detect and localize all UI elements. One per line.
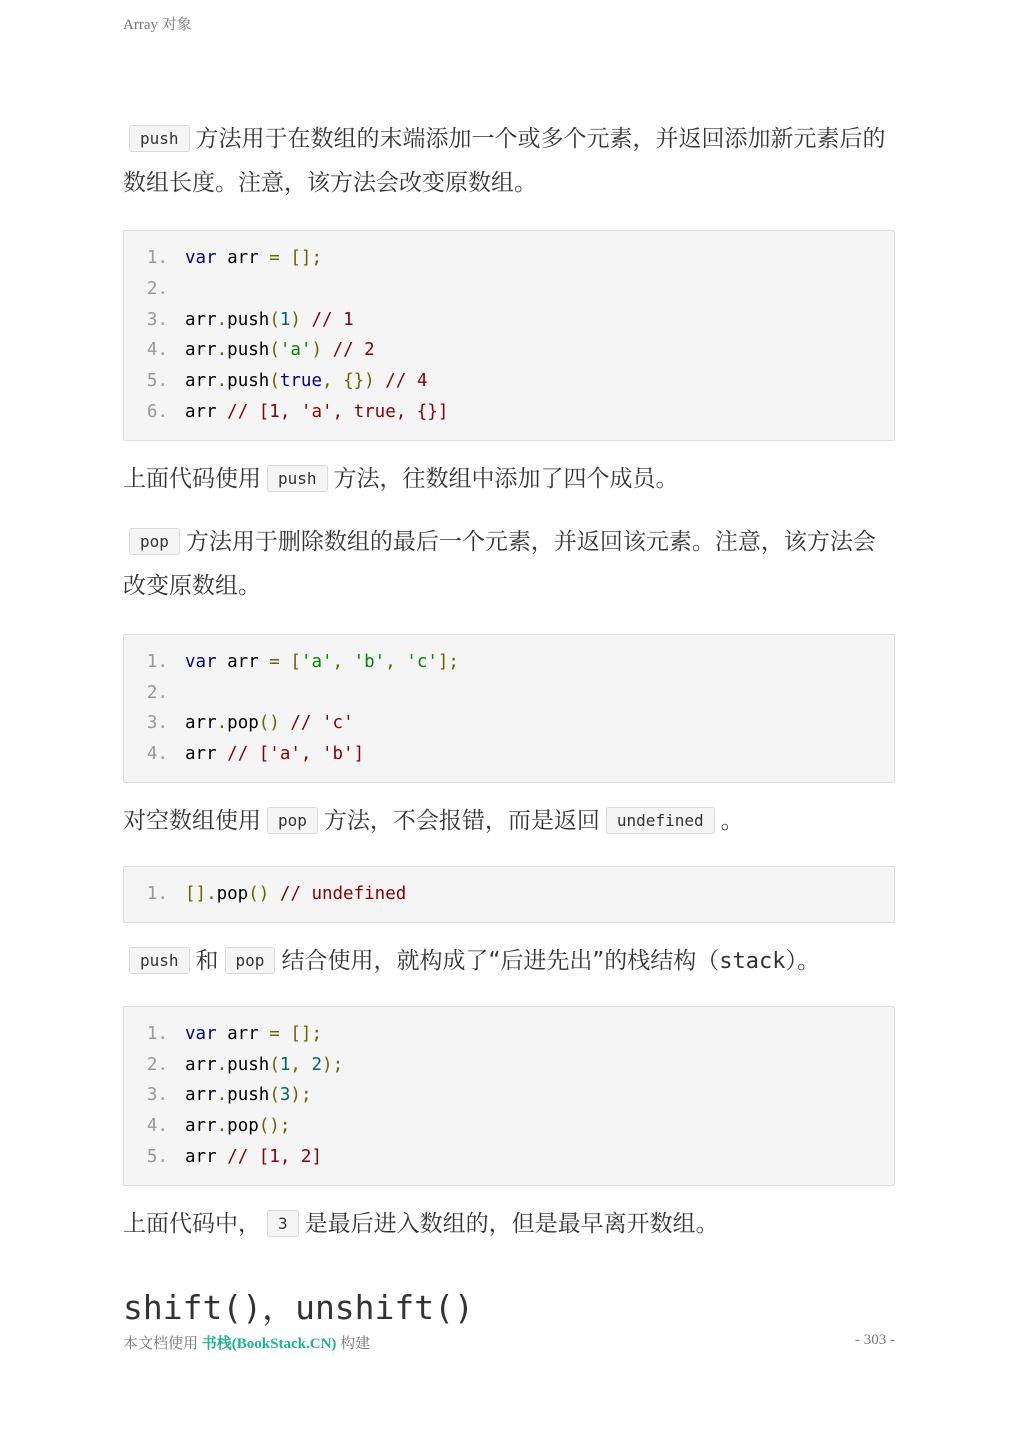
code-token: . — [216, 371, 228, 392]
page-number: - 303 - — [855, 1332, 895, 1348]
code-block-pop — [123, 634, 895, 783]
code-line — [124, 335, 894, 366]
code-token: ); — [290, 1085, 312, 1106]
inline-code: push — [129, 125, 190, 152]
line-number: 1. — [146, 883, 168, 904]
inline-code: pop — [225, 947, 276, 974]
inline-code: 3 — [267, 1210, 299, 1237]
code-block-push — [123, 230, 895, 441]
code-token: = [ — [269, 651, 301, 672]
code-token: . — [216, 1116, 228, 1137]
code-token: ( — [269, 371, 280, 392]
paragraph-stack-explanation: 上面代码中， 3 是最后进入数组的，但是最早离开数组。 — [123, 1210, 719, 1237]
code-token: , — [290, 1054, 312, 1075]
code-token: // 1 — [311, 309, 354, 330]
code-token: 'b' — [353, 651, 386, 672]
code-token: pop — [227, 713, 259, 734]
code-token: arr — [185, 1116, 217, 1137]
code-token: . — [216, 340, 228, 361]
code-token: true — [279, 371, 323, 392]
inline-code: push — [129, 947, 190, 974]
code-token: var — [185, 248, 217, 268]
code-token: push — [227, 1085, 270, 1106]
inline-code: pop — [129, 528, 180, 555]
code-token — [301, 310, 312, 330]
code-token: arr — [185, 309, 217, 330]
code-token: arr — [185, 371, 217, 392]
code-token: arr — [185, 1054, 217, 1075]
code-token: // ['a', 'b'] — [227, 744, 365, 765]
code-token: pop — [227, 1116, 259, 1137]
paragraph-stack: push 和 pop 结合使用，就构成了“后进先出”的栈结构（stack）。 — [123, 940, 895, 984]
code-token: . — [216, 1054, 228, 1075]
code-token: var — [185, 651, 217, 672]
code-token: pop — [216, 883, 249, 904]
code-token: , — [385, 651, 407, 672]
code-token: ( — [269, 1054, 280, 1075]
code-token: push — [227, 340, 270, 361]
line-number: 5. — [146, 371, 168, 392]
line-number: 5. — [146, 1146, 168, 1167]
code-token: ( — [269, 1085, 280, 1106]
code-line — [124, 1111, 894, 1142]
document-content — [123, 118, 895, 1329]
code-token: arr — [216, 248, 270, 268]
code-token: arr — [216, 1023, 270, 1044]
code-token: 'c' — [406, 651, 438, 672]
line-number: 2. — [146, 1054, 168, 1075]
page-header: Array 对象 — [123, 17, 192, 33]
code-line — [124, 1142, 894, 1173]
line-number: 1. — [146, 651, 168, 672]
code-token: ) — [311, 340, 323, 361]
code-line — [124, 397, 894, 428]
bookstack-link[interactable]: 书栈(BookStack.CN) — [201, 1336, 337, 1352]
inline-code: push — [267, 465, 328, 492]
code-token: () — [258, 713, 280, 734]
code-token: ( — [269, 340, 280, 361]
code-token: 2 — [311, 1054, 323, 1075]
line-number: 2. — [146, 682, 168, 703]
code-token: push — [227, 371, 270, 392]
code-line — [124, 1050, 894, 1081]
code-token: arr — [216, 651, 270, 672]
paragraph-push-explanation: 上面代码使用 push 方法，往数组中添加了四个成员。 — [123, 465, 679, 492]
code-line — [124, 243, 894, 274]
code-token: var — [185, 1023, 217, 1044]
code-token: , {}) — [322, 371, 375, 392]
code-token: , — [332, 651, 354, 672]
code-token: = []; — [269, 1023, 322, 1044]
code-token — [322, 340, 333, 360]
code-line — [124, 1019, 894, 1050]
code-token: 1 — [279, 309, 291, 330]
code-token: ); — [322, 1054, 344, 1075]
code-line — [124, 708, 894, 739]
code-token: 3 — [279, 1085, 291, 1106]
code-token — [375, 371, 386, 391]
code-token: . — [216, 1085, 228, 1106]
code-line — [124, 274, 894, 305]
code-token: // 'c' — [290, 713, 354, 734]
code-token: . — [216, 309, 228, 330]
code-token: arr — [185, 744, 228, 765]
code-line — [124, 739, 894, 770]
code-token: // 4 — [385, 371, 428, 392]
line-number: 2. — [146, 278, 168, 299]
code-token: () — [248, 883, 270, 904]
code-line — [124, 678, 894, 709]
code-token: []. — [185, 883, 217, 904]
code-token: ) — [290, 309, 301, 330]
paragraph-pop-empty: 对空数组使用 pop 方法，不会报错，而是返回 undefined 。 — [123, 807, 744, 834]
line-number: 4. — [146, 744, 168, 765]
code-token — [269, 884, 280, 904]
code-line — [124, 366, 894, 397]
line-number: 4. — [146, 1116, 168, 1137]
code-block-stack — [123, 1006, 895, 1186]
code-token: // [1, 'a', true, {}] — [227, 401, 449, 422]
paragraph-push-description: push 方法用于在数组的末端添加一个或多个元素，并返回添加新元素后的数组长度。注意，该方法会改变原数组。 — [123, 126, 886, 196]
code-token — [280, 713, 291, 733]
code-line — [124, 1080, 894, 1111]
line-number: 6. — [146, 401, 168, 422]
code-token: . — [216, 713, 228, 734]
line-number: 3. — [146, 1085, 168, 1106]
code-token: 'a' — [279, 340, 312, 361]
code-token: // undefined — [279, 883, 407, 904]
code-token: arr — [185, 713, 217, 734]
line-number: 3. — [146, 713, 168, 734]
line-number: 3. — [146, 309, 168, 330]
code-token: arr — [185, 401, 228, 422]
code-token: 'a' — [300, 651, 333, 672]
line-number: 1. — [146, 1023, 168, 1044]
line-number: 4. — [146, 340, 168, 361]
code-token: // 2 — [332, 340, 375, 361]
code-line — [124, 305, 894, 336]
footer-credit: 本文档使用 书栈(BookStack.CN) 构建 — [123, 1336, 371, 1352]
line-number: 1. — [146, 248, 168, 268]
inline-code: pop — [267, 807, 318, 834]
code-token: push — [227, 1054, 270, 1075]
code-token: 1 — [279, 1054, 291, 1075]
section-heading: shift()，unshift() — [123, 1287, 474, 1327]
code-token: ( — [269, 309, 280, 330]
code-token: ]; — [437, 651, 459, 672]
code-token: arr — [185, 1146, 228, 1167]
code-line — [124, 879, 894, 910]
code-token: push — [227, 309, 270, 330]
inline-code: undefined — [606, 807, 715, 834]
code-line — [124, 647, 894, 678]
code-token: = []; — [269, 248, 322, 268]
code-token: arr — [185, 1085, 217, 1106]
code-token: arr — [185, 340, 217, 361]
code-block-empty-pop — [123, 866, 895, 923]
paragraph-pop-description: pop 方法用于删除数组的最后一个元素，并返回该元素。注意，该方法会改变原数组。 — [123, 528, 876, 599]
code-token: (); — [258, 1116, 291, 1137]
code-token: // [1, 2] — [227, 1146, 322, 1167]
